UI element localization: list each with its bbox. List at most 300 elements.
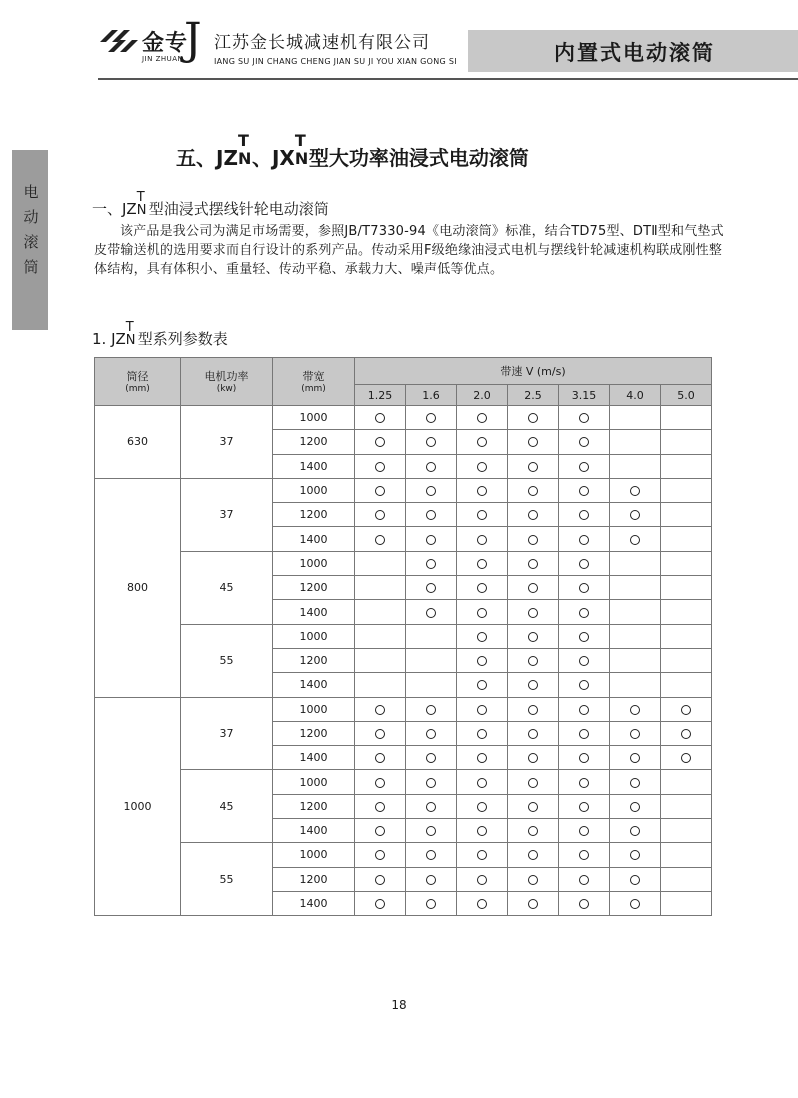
available-circle-icon: [528, 802, 538, 812]
available-circle-icon: [528, 583, 538, 593]
availability-cell: [355, 770, 406, 794]
availability-cell: [559, 503, 610, 527]
width-cell: 1000: [273, 551, 355, 575]
availability-cell: [355, 697, 406, 721]
speed-header: 1.25: [355, 385, 406, 406]
availability-cell: [406, 770, 457, 794]
available-circle-icon: [375, 899, 385, 909]
available-circle-icon: [426, 583, 436, 593]
available-circle-icon: [528, 486, 538, 496]
available-circle-icon: [477, 486, 487, 496]
width-cell: 1000: [273, 770, 355, 794]
availability-cell: [355, 600, 406, 624]
availability-cell: [355, 843, 406, 867]
availability-cell: [610, 478, 661, 502]
availability-cell: [406, 527, 457, 551]
availability-cell: [355, 406, 406, 430]
availability-cell: [559, 478, 610, 502]
availability-cell: [355, 430, 406, 454]
width-cell: 1200: [273, 503, 355, 527]
available-circle-icon: [681, 729, 691, 739]
availability-cell: [559, 746, 610, 770]
availability-cell: [610, 624, 661, 648]
availability-cell: [508, 819, 559, 843]
availability-cell: [457, 867, 508, 891]
availability-cell: [559, 867, 610, 891]
available-circle-icon: [375, 462, 385, 472]
title-mid: 、JX: [251, 146, 295, 170]
available-circle-icon: [528, 899, 538, 909]
availability-cell: [610, 454, 661, 478]
availability-cell: [508, 648, 559, 672]
available-circle-icon: [477, 850, 487, 860]
availability-cell: [355, 721, 406, 745]
power-cell: 45: [181, 770, 273, 843]
power-cell: 55: [181, 624, 273, 697]
available-circle-icon: [528, 753, 538, 763]
availability-cell: [661, 576, 712, 600]
availability-cell: [457, 600, 508, 624]
availability-cell: [406, 624, 457, 648]
available-circle-icon: [579, 753, 589, 763]
intro-paragraph: 该产品是我公司为满足市场需要，参照JB/T7330-94《电动滚筒》标准，结合TD75型、DTⅡ型和气垫式皮带输送机的选用要求而自行设计的系列产品。传动采用F级绝缘油浸式电机与摆线针轮减速机构联成刚性整体结构，具有体积小、重量轻、传动平稳、承载力大、噪声低等优点。: [94, 224, 724, 277]
available-circle-icon: [426, 899, 436, 909]
availability-cell: [661, 867, 712, 891]
availability-cell: [661, 819, 712, 843]
available-circle-icon: [375, 850, 385, 860]
header-diameter: 筒径 (mm): [95, 358, 181, 406]
availability-cell: [457, 478, 508, 502]
availability-cell: [508, 576, 559, 600]
available-circle-icon: [579, 583, 589, 593]
diameter-cell: 1000: [95, 697, 181, 916]
side-tab-label: 电 动 滚 筒: [23, 183, 39, 276]
available-circle-icon: [630, 826, 640, 836]
available-circle-icon: [375, 753, 385, 763]
availability-cell: [508, 600, 559, 624]
availability-cell: [661, 673, 712, 697]
table-caption: 1. JZ T N 型系列参数表: [92, 319, 228, 348]
availability-cell: [508, 527, 559, 551]
available-circle-icon: [528, 705, 538, 715]
available-circle-icon: [528, 559, 538, 569]
available-circle-icon: [528, 826, 538, 836]
availability-cell: [406, 406, 457, 430]
availability-cell: [355, 673, 406, 697]
available-circle-icon: [579, 680, 589, 690]
availability-cell: [559, 551, 610, 575]
speed-header: 3.15: [559, 385, 610, 406]
availability-cell: [457, 721, 508, 745]
width-cell: 1200: [273, 867, 355, 891]
available-circle-icon: [375, 437, 385, 447]
available-circle-icon: [528, 608, 538, 618]
availability-cell: [610, 746, 661, 770]
available-circle-icon: [426, 462, 436, 472]
availability-cell: [559, 843, 610, 867]
width-cell: 1400: [273, 600, 355, 624]
availability-cell: [508, 430, 559, 454]
available-circle-icon: [426, 802, 436, 812]
available-circle-icon: [630, 850, 640, 860]
available-circle-icon: [579, 656, 589, 666]
availability-cell: [355, 478, 406, 502]
availability-cell: [559, 430, 610, 454]
available-circle-icon: [528, 778, 538, 788]
availability-cell: [610, 697, 661, 721]
availability-cell: [508, 406, 559, 430]
availability-cell: [661, 551, 712, 575]
availability-cell: [406, 721, 457, 745]
table-row: [95, 478, 712, 502]
page-number: 18: [391, 998, 407, 1012]
availability-cell: [508, 551, 559, 575]
available-circle-icon: [375, 486, 385, 496]
available-circle-icon: [477, 510, 487, 520]
title-sup-1: T N: [237, 130, 252, 168]
availability-cell: [406, 454, 457, 478]
available-circle-icon: [579, 899, 589, 909]
availability-cell: [610, 891, 661, 915]
header-rule: [98, 78, 798, 80]
width-cell: 1200: [273, 794, 355, 818]
availability-cell: [559, 454, 610, 478]
available-circle-icon: [375, 705, 385, 715]
available-circle-icon: [477, 437, 487, 447]
available-circle-icon: [528, 729, 538, 739]
title-prefix: 五、JZ: [176, 146, 238, 170]
availability-cell: [457, 430, 508, 454]
availability-cell: [508, 891, 559, 915]
availability-cell: [508, 794, 559, 818]
available-circle-icon: [375, 826, 385, 836]
availability-cell: [508, 673, 559, 697]
availability-cell: [406, 746, 457, 770]
availability-cell: [610, 503, 661, 527]
available-circle-icon: [426, 559, 436, 569]
available-circle-icon: [477, 559, 487, 569]
available-circle-icon: [426, 705, 436, 715]
logo-english: JIN ZHUAN: [142, 55, 184, 63]
availability-cell: [559, 891, 610, 915]
availability-cell: [406, 430, 457, 454]
availability-cell: [559, 624, 610, 648]
power-cell: 37: [181, 406, 273, 479]
logo-j-glyph: J: [184, 14, 202, 65]
availability-cell: [559, 794, 610, 818]
available-circle-icon: [528, 656, 538, 666]
available-circle-icon: [579, 559, 589, 569]
availability-cell: [610, 843, 661, 867]
available-circle-icon: [477, 632, 487, 642]
available-circle-icon: [426, 608, 436, 618]
availability-cell: [610, 600, 661, 624]
spec-table: [94, 357, 712, 916]
availability-cell: [508, 478, 559, 502]
availability-cell: [661, 503, 712, 527]
availability-cell: [457, 697, 508, 721]
available-circle-icon: [579, 510, 589, 520]
availability-cell: [457, 648, 508, 672]
availability-cell: [355, 891, 406, 915]
available-circle-icon: [630, 705, 640, 715]
availability-cell: [661, 721, 712, 745]
company-name-en: IANG SU JIN CHANG CHENG JIAN SU JI YOU XIAN GONG SI: [214, 57, 457, 66]
logo-mark-icon: [98, 28, 140, 54]
availability-cell: [355, 527, 406, 551]
availability-cell: [355, 746, 406, 770]
availability-cell: [355, 624, 406, 648]
diameter-cell: 800: [95, 478, 181, 697]
available-circle-icon: [579, 729, 589, 739]
width-cell: 1400: [273, 746, 355, 770]
section-tab-label: 内置式电动滚筒: [554, 41, 715, 65]
available-circle-icon: [426, 875, 436, 885]
width-cell: 1000: [273, 697, 355, 721]
availability-cell: [355, 576, 406, 600]
availability-cell: [457, 527, 508, 551]
availability-cell: [406, 891, 457, 915]
availability-cell: [457, 503, 508, 527]
available-circle-icon: [528, 875, 538, 885]
width-cell: 1200: [273, 648, 355, 672]
availability-cell: [661, 648, 712, 672]
availability-cell: [559, 648, 610, 672]
available-circle-icon: [426, 826, 436, 836]
available-circle-icon: [477, 413, 487, 423]
availability-cell: [406, 697, 457, 721]
availability-cell: [661, 430, 712, 454]
available-circle-icon: [579, 462, 589, 472]
power-cell: 55: [181, 843, 273, 916]
available-circle-icon: [477, 608, 487, 618]
availability-cell: [457, 843, 508, 867]
available-circle-icon: [579, 437, 589, 447]
available-circle-icon: [630, 802, 640, 812]
availability-cell: [406, 503, 457, 527]
available-circle-icon: [579, 632, 589, 642]
availability-cell: [610, 551, 661, 575]
availability-cell: [355, 454, 406, 478]
width-cell: 1400: [273, 454, 355, 478]
page-title: [0, 130, 798, 174]
available-circle-icon: [528, 413, 538, 423]
availability-cell: [508, 867, 559, 891]
width-cell: 1200: [273, 721, 355, 745]
header-width: 带宽 (mm): [273, 358, 355, 406]
availability-cell: [559, 697, 610, 721]
availability-cell: [610, 406, 661, 430]
availability-cell: [355, 551, 406, 575]
available-circle-icon: [477, 535, 487, 545]
available-circle-icon: [630, 486, 640, 496]
available-circle-icon: [630, 753, 640, 763]
available-circle-icon: [375, 729, 385, 739]
width-cell: 1000: [273, 843, 355, 867]
availability-cell: [508, 624, 559, 648]
width-cell: 1200: [273, 430, 355, 454]
width-cell: 1400: [273, 891, 355, 915]
availability-cell: [559, 819, 610, 843]
availability-cell: [355, 648, 406, 672]
available-circle-icon: [528, 437, 538, 447]
availability-cell: [508, 503, 559, 527]
availability-cell: [661, 406, 712, 430]
availability-cell: [457, 624, 508, 648]
table-row: [95, 697, 712, 721]
available-circle-icon: [375, 802, 385, 812]
company-name-cn: 江苏金长城减速机有限公司: [214, 33, 430, 53]
availability-cell: [355, 794, 406, 818]
available-circle-icon: [426, 535, 436, 545]
logo-chinese: 金专: [142, 31, 189, 56]
header-speed: 带速 V (m/s): [355, 358, 712, 385]
table-row: [95, 843, 712, 867]
availability-cell: [661, 454, 712, 478]
availability-cell: [610, 721, 661, 745]
available-circle-icon: [426, 413, 436, 423]
availability-cell: [661, 624, 712, 648]
available-circle-icon: [579, 826, 589, 836]
availability-cell: [610, 527, 661, 551]
available-circle-icon: [477, 875, 487, 885]
availability-cell: [508, 770, 559, 794]
availability-cell: [559, 406, 610, 430]
availability-cell: [559, 527, 610, 551]
speed-header: 5.0: [661, 385, 712, 406]
availability-cell: [559, 770, 610, 794]
availability-cell: [661, 770, 712, 794]
available-circle-icon: [375, 875, 385, 885]
title-sup-2: T N: [294, 130, 309, 168]
power-cell: 37: [181, 478, 273, 551]
available-circle-icon: [375, 413, 385, 423]
available-circle-icon: [477, 899, 487, 909]
availability-cell: [661, 746, 712, 770]
power-cell: 45: [181, 551, 273, 624]
available-circle-icon: [579, 608, 589, 618]
availability-cell: [508, 746, 559, 770]
availability-cell: [661, 600, 712, 624]
page-header: [0, 0, 798, 80]
availability-cell: [406, 867, 457, 891]
availability-cell: [610, 794, 661, 818]
availability-cell: [508, 721, 559, 745]
available-circle-icon: [477, 680, 487, 690]
availability-cell: [406, 478, 457, 502]
available-circle-icon: [477, 656, 487, 666]
available-circle-icon: [630, 875, 640, 885]
available-circle-icon: [477, 705, 487, 715]
availability-cell: [508, 697, 559, 721]
availability-cell: [610, 576, 661, 600]
available-circle-icon: [426, 729, 436, 739]
width-cell: 1000: [273, 624, 355, 648]
header-power: 电机功率 (kw): [181, 358, 273, 406]
available-circle-icon: [630, 510, 640, 520]
available-circle-icon: [477, 826, 487, 836]
availability-cell: [610, 819, 661, 843]
available-circle-icon: [477, 583, 487, 593]
availability-cell: [610, 770, 661, 794]
table-row: [95, 624, 712, 648]
available-circle-icon: [630, 535, 640, 545]
availability-cell: [406, 843, 457, 867]
availability-cell: [457, 819, 508, 843]
availability-cell: [457, 794, 508, 818]
availability-cell: [355, 503, 406, 527]
table-row: [95, 770, 712, 794]
table-row: [95, 551, 712, 575]
available-circle-icon: [426, 510, 436, 520]
availability-cell: [355, 867, 406, 891]
availability-cell: [457, 673, 508, 697]
availability-cell: [661, 527, 712, 551]
availability-cell: [457, 551, 508, 575]
available-circle-icon: [426, 437, 436, 447]
availability-cell: [610, 867, 661, 891]
availability-cell: [406, 794, 457, 818]
available-circle-icon: [375, 510, 385, 520]
availability-cell: [661, 794, 712, 818]
width-cell: 1400: [273, 819, 355, 843]
availability-cell: [406, 673, 457, 697]
available-circle-icon: [477, 729, 487, 739]
speed-header: 4.0: [610, 385, 661, 406]
availability-cell: [559, 673, 610, 697]
available-circle-icon: [375, 778, 385, 788]
available-circle-icon: [579, 705, 589, 715]
availability-cell: [559, 600, 610, 624]
speed-header: 2.5: [508, 385, 559, 406]
availability-cell: [406, 819, 457, 843]
available-circle-icon: [528, 510, 538, 520]
width-cell: 1000: [273, 406, 355, 430]
speed-header: 2.0: [457, 385, 508, 406]
available-circle-icon: [579, 486, 589, 496]
available-circle-icon: [681, 753, 691, 763]
section-heading: 一、JZ T N 型油浸式摆线针轮电动滚筒: [92, 189, 329, 218]
availability-cell: [661, 891, 712, 915]
available-circle-icon: [477, 753, 487, 763]
available-circle-icon: [426, 486, 436, 496]
available-circle-icon: [579, 778, 589, 788]
availability-cell: [457, 454, 508, 478]
availability-cell: [661, 697, 712, 721]
available-circle-icon: [528, 850, 538, 860]
title-suffix: 型大功率油浸式电动滚筒: [308, 146, 529, 170]
available-circle-icon: [579, 535, 589, 545]
available-circle-icon: [681, 705, 691, 715]
available-circle-icon: [477, 462, 487, 472]
available-circle-icon: [375, 535, 385, 545]
available-circle-icon: [630, 899, 640, 909]
table-row: [95, 406, 712, 430]
availability-cell: [559, 576, 610, 600]
diameter-cell: 630: [95, 406, 181, 479]
available-circle-icon: [579, 802, 589, 812]
width-cell: 1400: [273, 673, 355, 697]
availability-cell: [610, 648, 661, 672]
available-circle-icon: [528, 632, 538, 642]
speed-header: 1.6: [406, 385, 457, 406]
available-circle-icon: [528, 462, 538, 472]
available-circle-icon: [477, 778, 487, 788]
width-cell: 1200: [273, 576, 355, 600]
availability-cell: [406, 576, 457, 600]
available-circle-icon: [579, 413, 589, 423]
availability-cell: [508, 843, 559, 867]
